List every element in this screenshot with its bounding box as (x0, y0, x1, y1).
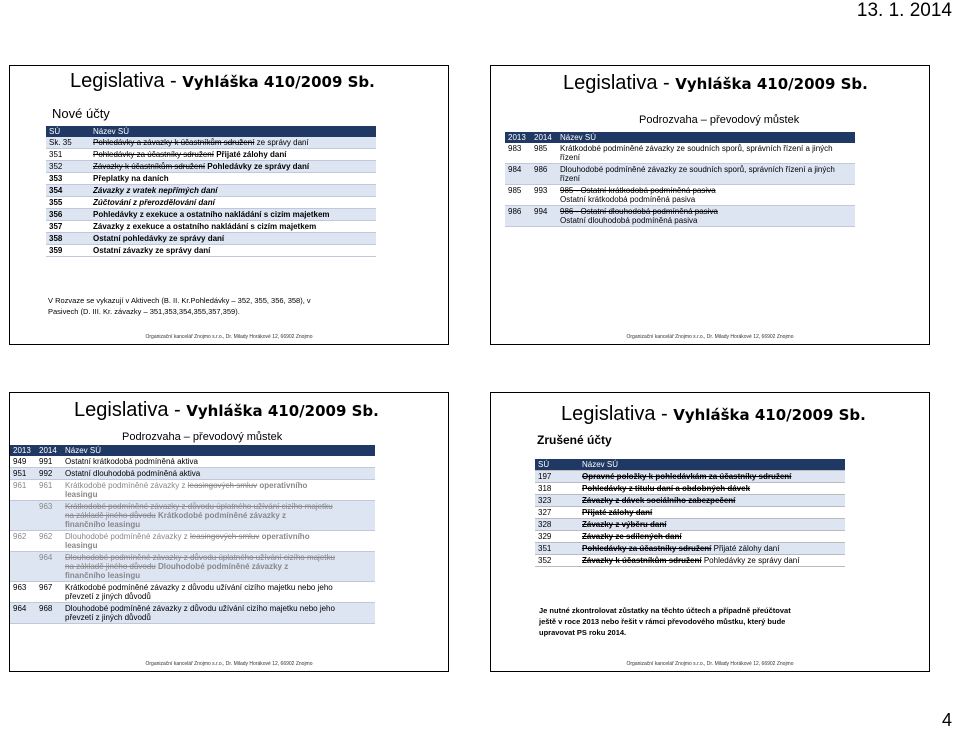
table-row: 964 Dlouhodobé podmíněné závazky z důvodu úplatného užívání cizího majetku na základě jiného důvodu Dlouhodobé podmíněné závazky z finančního leasingu (10, 552, 375, 582)
slide-title: Legislativa - Vyhláška 410/2009 Sb. (561, 403, 866, 425)
slide-subtitle: Podrozvaha – převodový můstek (639, 114, 800, 126)
slide-title: Legislativa - Vyhláška 410/2009 Sb. (563, 72, 868, 94)
table-row: 352 Závazky k účastníkům sdružení Pohledávky ze správy daní (46, 161, 376, 173)
table-row: 318 Pohledávky z titulu daní a obdobných dávek (535, 483, 845, 495)
table-row: 351 Pohledávky za účastníky sdružení Přijaté zálohy daní (535, 543, 845, 555)
slide-new-accounts (9, 65, 449, 345)
table-row: 358 Ostatní pohledávky ze správy daní (46, 233, 376, 245)
table-header (46, 126, 376, 137)
slide-title: Legislativa - Vyhláška 410/2009 Sb. (74, 399, 379, 421)
removed-accounts-table (535, 459, 845, 567)
slide-subtitle: Zrušené účty (537, 433, 612, 447)
table-row: 354 Závazky z vratek nepřímých daní (46, 185, 376, 197)
slide-footer: Organizační kancelář Znojmo s.r.o., Dr. Milady Horákové 12, 66902 Znojmo (626, 334, 794, 340)
table-row: 355 Zúčtování z přerozdělování daní (46, 197, 376, 209)
slide-footer: Organizační kancelář Znojmo s.r.o., Dr. Milady Horákové 12, 66902 Znojmo (626, 661, 794, 667)
slide-title: Legislativa - Vyhláška 410/2009 Sb. (70, 70, 375, 92)
check-note: Je nutné zkontrolovat zůstatky na těchto účtech a případně přeúčtovat ještě v roce 2013 nebo řešit v rámci převodového můstku, který bude upravovat PS roku 2014. (539, 606, 791, 637)
col-su: SÚ (46, 126, 90, 137)
table-row: 951 992 Ostatní dlouhodobá podmíněná aktiva (10, 468, 375, 480)
table-row: 962 962 Dlouhodobé podmíněné závazky z leasingových smluv operativního leasingu (10, 531, 375, 552)
table-row: 984 986 Dlouhodobé podmíněné závazky ze soudních sporů, správních řízení a jiných řízení (505, 164, 855, 185)
table-row: 964 968 Dlouhodobé podmíněné závazky z důvodu užívání cizího majetku nebo jeho převzetí z jiných důvodů (10, 603, 375, 624)
slide-offbalance-1 (490, 65, 930, 345)
slide-footer: Organizační kancelář Znojmo s.r.o., Dr. Milady Horákové 12, 66902 Znojmo (145, 334, 313, 340)
table-row: 197 Opravné položky k pohledávkám za účastníky sdružení (535, 471, 845, 483)
slide-removed-accounts (490, 392, 930, 672)
slide-subtitle: Podrozvaha – převodový můstek (122, 431, 283, 443)
table-row: 963 Krátkodobé podmíněné závazky z důvodu úplatného užívání cizího majetku na základě jiného důvodu Krátkodobé podmíněné závazky z finančního leasingu (10, 501, 375, 531)
offbalance-table-1 (505, 132, 855, 227)
table-row: 356 Pohledávky z exekuce a ostatního nakládání s cizím majetkem (46, 209, 376, 221)
table-row: 963 967 Krátkodobé podmíněné závazky z důvodu užívání cizího majetku nebo jeho převzetí z jiných důvodů (10, 582, 375, 603)
balance-note: V Rozvaze se vykazují v Aktivech (B. II. Kr.Pohledávky – 352, 355, 356, 358), v Pasivech (D. III. Kr. závazky – 351,353,354,355,357,359). (48, 296, 311, 316)
offbalance-table-2 (10, 445, 375, 624)
table-row: 323 Závazky z dávek sociálního zabezpečení (535, 495, 845, 507)
table-row: 961 961 Krátkodobé podmíněné závazky z leasingových smluv operativního leasingu (10, 480, 375, 501)
table-row: 986 994 986 - Ostatní dlouhodobá podmíněná pasiva Ostatní dlouhodobá podmíněná pasiva (505, 206, 855, 227)
table-header: 2013 2014 Název SÚ (10, 445, 375, 456)
table-row: 328 Závazky z výběru daní (535, 519, 845, 531)
page-date: 13. 1. 2014 (856, 0, 952, 21)
page-number: 4 (941, 710, 952, 730)
slide-offbalance-2 (9, 392, 449, 672)
col-name: Název SÚ (90, 126, 376, 137)
table-header: 2013 2014 Název SÚ (505, 132, 855, 143)
table-row: 359 Ostatní závazky ze správy daní (46, 245, 376, 257)
slide-footer: Organizační kancelář Znojmo s.r.o., Dr. Milady Horákové 12, 66902 Znojmo (145, 661, 313, 667)
table-row: 357 Závazky z exekuce a ostatního nakládání s cizím majetkem (46, 221, 376, 233)
new-accounts-table (46, 126, 376, 257)
table-row: 353 Přeplatky na daních (46, 173, 376, 185)
table-row: 949 991 Ostatní krátkodobá podmíněná aktiva (10, 456, 375, 468)
table-row: 352 Závazky k účastníkům sdružení Pohledávky ze správy daní (535, 555, 845, 567)
table-row: 983 985 Krátkodobé podmíněné závazky ze soudních sporů, správních řízení a jiných řízení (505, 143, 855, 164)
slide-subtitle: Nové účty (52, 106, 110, 121)
table-row: Sk. 35 Pohledávky a závazky k účastníkům sdružení ze správy daní (46, 137, 376, 149)
table-row: 327 Přijaté zálohy daní (535, 507, 845, 519)
table-header: SÚ Název SÚ (535, 459, 845, 471)
table-row: 985 993 985 - Ostatní krátkodobá podmíněná pasiva Ostatní krátkodobá podmíněná pasiva (505, 185, 855, 206)
table-row: 351 Pohledávky za účastníky sdružení Přijaté zálohy daní (46, 149, 376, 161)
table-row: 329 Závazky ze sdílených daní (535, 531, 845, 543)
